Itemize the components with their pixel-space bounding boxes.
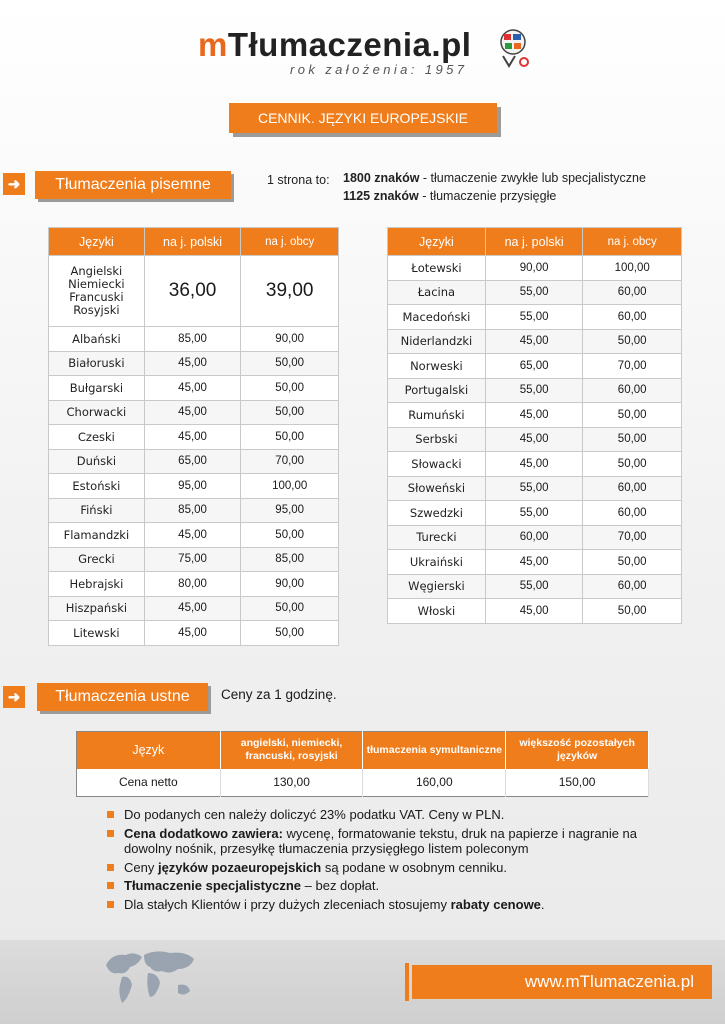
price-to-polish-cell: 55,00	[485, 280, 583, 305]
table-row	[388, 403, 682, 428]
table-row	[49, 327, 339, 352]
main-languages-cell: Angielski Niemiecki Francuski Rosyjski	[49, 256, 145, 327]
price-to-polish-cell: 45,00	[485, 599, 583, 624]
footer-website-link[interactable]: www.mTlumaczenia.pl	[412, 965, 712, 999]
table-row	[388, 305, 682, 330]
table-row-main-languages	[49, 256, 339, 327]
language-cell: Słowacki	[388, 452, 486, 477]
price-to-foreign-cell: 60,00	[583, 280, 682, 305]
language-cell: Czeski	[49, 425, 145, 450]
note-item: Do podanych cen należy doliczyć 23% podatku VAT. Ceny w PLN.	[105, 807, 665, 823]
price-to-foreign-cell: 50,00	[241, 400, 339, 425]
table-row	[49, 474, 339, 499]
globe-flags-icon	[495, 26, 531, 70]
section-written-title: Tłumaczenia pisemne	[35, 171, 231, 199]
oral-price-note: Ceny za 1 godzinę.	[221, 687, 337, 702]
page-definition-label: 1 strona to:	[267, 173, 330, 187]
price-to-foreign-cell: 50,00	[583, 427, 682, 452]
language-cell: Turecki	[388, 525, 486, 550]
price-to-foreign-cell: 90,00	[241, 327, 339, 352]
language-cell: Portugalski	[388, 378, 486, 403]
logo-text: mTłumaczenia.pl	[198, 26, 472, 63]
price-to-polish-cell: 45,00	[485, 550, 583, 575]
price-to-polish-cell: 85,00	[144, 498, 241, 523]
table-row	[388, 599, 682, 624]
price-to-foreign-cell: 90,00	[241, 572, 339, 597]
price-to-polish-cell: 55,00	[485, 501, 583, 526]
language-cell: Rumuński	[388, 403, 486, 428]
price-table-left	[48, 227, 339, 646]
price-to-foreign-cell: 50,00	[241, 376, 339, 401]
language-cell: Bułgarski	[49, 376, 145, 401]
price-to-foreign-cell: 60,00	[583, 574, 682, 599]
price-to-polish-cell: 45,00	[144, 596, 241, 621]
oral-cell-simultaneous: 160,00	[363, 769, 506, 797]
logo-tagline: rok założenia: 1957	[290, 62, 468, 77]
col-header-to-polish: na j. polski	[144, 228, 241, 256]
table-row	[388, 329, 682, 354]
price-to-polish-cell: 75,00	[144, 547, 241, 572]
language-cell: Łacina	[388, 280, 486, 305]
price-to-polish-cell: 65,00	[485, 354, 583, 379]
oral-price-table	[76, 731, 649, 797]
price-to-foreign-cell: 60,00	[583, 378, 682, 403]
price-to-foreign-cell: 50,00	[583, 550, 682, 575]
price-to-polish-cell: 45,00	[485, 329, 583, 354]
table-row	[388, 280, 682, 305]
language-cell: Hebrajski	[49, 572, 145, 597]
oral-header-language: Język	[77, 732, 221, 769]
col-header-to-foreign: na j. obcy	[583, 228, 682, 256]
col-header-languages: Języki	[388, 228, 486, 256]
table-row	[388, 256, 682, 281]
table-row	[388, 550, 682, 575]
price-to-foreign-cell: 60,00	[583, 305, 682, 330]
language-cell: Łotewski	[388, 256, 486, 281]
oral-price-row	[77, 769, 649, 797]
note-item: Tłumaczenie specjalistyczne – bez dopłat.	[105, 878, 665, 894]
language-cell: Flamandzki	[49, 523, 145, 548]
section-oral-title: Tłumaczenia ustne	[37, 683, 208, 711]
table-row	[49, 523, 339, 548]
note-item: Cena dodatkowo zawiera: wycenę, formatowanie tekstu, druk na papierze i nagranie na dowolny nośnik, przesyłkę tłumaczenia przysięgłego listem poleconym	[105, 826, 665, 857]
footer-accent-bar	[405, 963, 409, 1001]
price-to-polish-cell: 45,00	[485, 403, 583, 428]
price-to-polish-cell: 45,00	[485, 452, 583, 477]
price-to-polish-cell: 45,00	[144, 621, 241, 646]
col-header-to-polish: na j. polski	[485, 228, 583, 256]
table-row	[388, 574, 682, 599]
oral-header-other-languages: większość pozostałych języków	[506, 732, 649, 769]
price-to-foreign-cell: 70,00	[241, 449, 339, 474]
price-table-right	[387, 227, 682, 624]
price-to-polish-cell: 60,00	[485, 525, 583, 550]
language-cell: Szwedzki	[388, 501, 486, 526]
price-to-polish-cell: 45,00	[144, 425, 241, 450]
table-row	[49, 351, 339, 376]
table-row	[388, 427, 682, 452]
price-to-foreign-cell: 50,00	[583, 452, 682, 477]
page-definition-line1: 1800 znaków - tłumaczenie zwykłe lub specjalistyczne	[343, 171, 646, 185]
language-cell: Niderlandzki	[388, 329, 486, 354]
oral-cell-other: 150,00	[506, 769, 649, 797]
price-to-foreign-cell: 70,00	[583, 354, 682, 379]
world-map-icon	[100, 945, 200, 1007]
language-cell: Włoski	[388, 599, 486, 624]
table-row	[388, 501, 682, 526]
price-to-polish-cell: 80,00	[144, 572, 241, 597]
table-row	[49, 596, 339, 621]
oral-cell-main: 130,00	[220, 769, 363, 797]
language-cell: Serbski	[388, 427, 486, 452]
language-cell: Ukraiński	[388, 550, 486, 575]
table-row	[388, 354, 682, 379]
price-to-foreign-cell: 95,00	[241, 498, 339, 523]
col-header-to-foreign: na j. obcy	[241, 228, 339, 256]
arrow-right-icon: ➜	[3, 686, 25, 708]
table-row	[49, 376, 339, 401]
price-to-polish-cell: 55,00	[485, 305, 583, 330]
price-to-foreign-cell: 85,00	[241, 547, 339, 572]
price-to-foreign-cell: 50,00	[241, 596, 339, 621]
table-row	[388, 476, 682, 501]
note-item: Ceny języków pozaeuropejskich są podane w osobnym cenniku.	[105, 860, 665, 876]
arrow-right-icon: ➜	[3, 173, 25, 195]
table-row	[49, 449, 339, 474]
language-cell: Węgierski	[388, 574, 486, 599]
language-cell: Białoruski	[49, 351, 145, 376]
price-to-polish-cell: 45,00	[144, 400, 241, 425]
table-row	[49, 621, 339, 646]
language-cell: Albański	[49, 327, 145, 352]
price-to-foreign-cell: 50,00	[241, 425, 339, 450]
table-row	[49, 400, 339, 425]
table-row	[49, 425, 339, 450]
language-cell: Fiński	[49, 498, 145, 523]
table-row	[49, 547, 339, 572]
oral-header-simultaneous: tłumaczenia symultaniczne	[363, 732, 506, 769]
price-to-foreign-cell: 60,00	[583, 501, 682, 526]
price-to-polish-cell: 45,00	[485, 427, 583, 452]
language-cell: Hiszpański	[49, 596, 145, 621]
price-to-foreign-cell: 50,00	[241, 523, 339, 548]
language-cell: Słoweński	[388, 476, 486, 501]
price-to-foreign-cell: 50,00	[583, 599, 682, 624]
price-to-polish-cell: 45,00	[144, 351, 241, 376]
language-cell: Macedoński	[388, 305, 486, 330]
language-cell: Norweski	[388, 354, 486, 379]
price-to-foreign-cell: 100,00	[583, 256, 682, 281]
table-row	[388, 525, 682, 550]
language-cell: Duński	[49, 449, 145, 474]
price-to-foreign-cell: 70,00	[583, 525, 682, 550]
page-definition-line2: 1125 znaków - tłumaczenie przysięgłe	[343, 189, 557, 203]
price-to-foreign-cell: 100,00	[241, 474, 339, 499]
price-to-polish-cell: 85,00	[144, 327, 241, 352]
main-languages-price-foreign: 39,00	[241, 256, 339, 327]
logo	[198, 26, 538, 76]
price-to-polish-cell: 90,00	[485, 256, 583, 281]
oral-header-main-languages: angielski, niemiecki, francuski, rosyjski	[220, 732, 363, 769]
col-header-languages: Języki	[49, 228, 145, 256]
note-item: Dla stałych Klientów i przy dużych zleceniach stosujemy rabaty cenowe.	[105, 897, 665, 913]
oral-cell-label: Cena netto	[77, 769, 221, 797]
table-row	[49, 572, 339, 597]
price-to-foreign-cell: 50,00	[583, 329, 682, 354]
price-to-foreign-cell: 50,00	[241, 621, 339, 646]
price-to-polish-cell: 65,00	[144, 449, 241, 474]
price-to-polish-cell: 55,00	[485, 476, 583, 501]
table-row	[49, 498, 339, 523]
table-row	[388, 378, 682, 403]
language-cell: Litewski	[49, 621, 145, 646]
main-languages-price-pl: 36,00	[144, 256, 241, 327]
price-to-polish-cell: 95,00	[144, 474, 241, 499]
price-to-foreign-cell: 60,00	[583, 476, 682, 501]
price-to-polish-cell: 45,00	[144, 523, 241, 548]
table-row	[388, 452, 682, 477]
price-to-foreign-cell: 50,00	[583, 403, 682, 428]
price-to-polish-cell: 45,00	[144, 376, 241, 401]
price-to-polish-cell: 55,00	[485, 574, 583, 599]
price-to-foreign-cell: 50,00	[241, 351, 339, 376]
language-cell: Chorwacki	[49, 400, 145, 425]
language-cell: Grecki	[49, 547, 145, 572]
language-cell: Estoński	[49, 474, 145, 499]
notes-list	[105, 807, 665, 915]
price-to-polish-cell: 55,00	[485, 378, 583, 403]
page-title: CENNIK. JĘZYKI EUROPEJSKIE	[229, 103, 497, 133]
